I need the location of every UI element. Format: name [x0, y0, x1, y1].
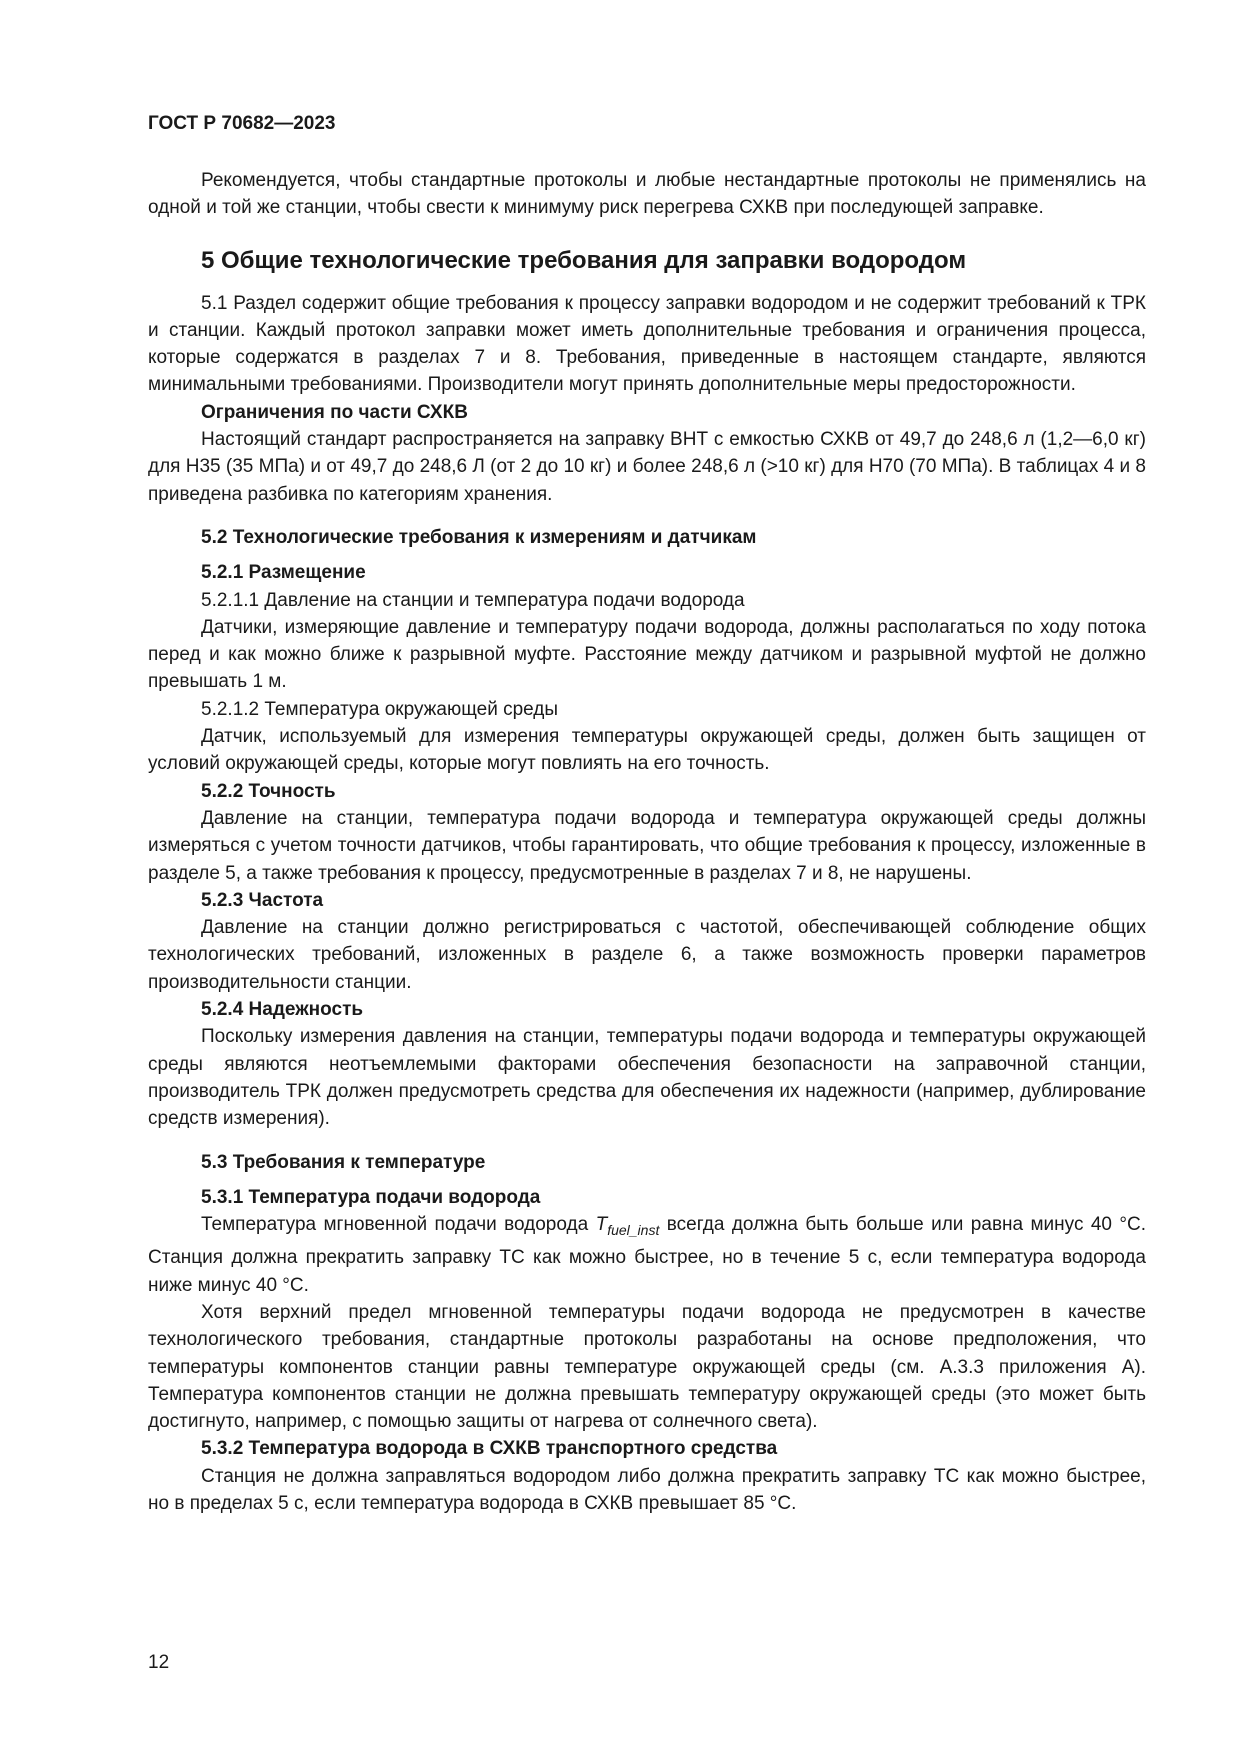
section-5-3-title: 5.3 Требования к температуре	[201, 1151, 486, 1173]
section-5-3-1-title: 5.3.1 Температура подачи водорода	[201, 1186, 541, 1208]
temperature-symbol: T	[595, 1214, 608, 1236]
document-body	[148, 167, 1146, 1517]
section-5-3-1-text	[148, 1211, 1146, 1299]
document-header: ГОСТ Р 70682—2023	[148, 113, 336, 134]
paragraph-5-1: 5.1 Раздел содержит общие требования к процессу заправки водородом и не содержит требований к ТРК и станции. Каждый протокол заправки может иметь дополнительные требования и ограничения процесса, которые содержатся в разделах 7 и 8. Требования, приведенные в настоящем стандарте, являются минимальными требованиями. Производители могут принять дополнительные меры предосторожности.	[148, 292, 1146, 396]
section-5-2-1-1-title: 5.2.1.1 Давление на станции и температура подачи водорода	[201, 589, 745, 611]
section-5-2-4-text: Поскольку измерения давления на станции, температуры подачи водорода и температуры окружающей среды являются неотъемлемыми факторами обеспечения безопасности на заправочной станции, производитель ТРК должен предусмотреть средства для обеспечения их надежности (например, дублирование средств измерения).	[148, 1026, 1146, 1130]
section-5-2-2-title: 5.2.2 Точность	[201, 780, 336, 802]
limits-paragraph: Настоящий стандарт распространяется на заправку ВНТ с емкостью СХКВ от 49,7 до 248,6 л (1,2—6,0 кг) для Н35 (35 МПа) и от 49,7 до 248,6 Л (от 2 до 10 кг) и более 248,6 л (>10 кг) для Н70 (70 МПа). В таблицах 4 и 8 приведена разбивка по категориям хранения.	[148, 429, 1146, 505]
section-5-2-1-2-title: 5.2.1.2 Температура окружающей среды	[201, 698, 559, 720]
section-5-2-2-text: Давление на станции, температура подачи водорода и температура окружающей среды должны измеряться с учетом точности датчиков, чтобы гарантировать, что общие требования к процессу, изложенные в разделе 5, а также требования к процессу, предусмотренные в разделах 7 и 8, не нарушены.	[148, 807, 1146, 884]
section-5-2-1-2-text: Датчик, используемый для измерения температуры окружающей среды, должен быть защищен от условий окружающей среды, которые могут повлиять на его точность.	[148, 726, 1146, 775]
section-5-2-title: 5.2 Технологические требования к измерениям и датчикам	[201, 526, 757, 548]
intro-paragraph: Рекомендуется, чтобы стандартные протоколы и любые нестандартные протоколы не применялись на одной и той же станции, чтобы свести к минимуму риск перегрева СХКВ при последующей заправке.	[148, 170, 1146, 219]
text-fragment: Температура мгновенной подачи водорода	[201, 1214, 596, 1236]
section-5-3-2-title: 5.3.2 Температура водорода в СХКВ транспортного средства	[201, 1438, 778, 1460]
section-5-3-2-text: Станция не должна заправляться водородом либо должна прекратить заправку ТС как можно быстрее, но в пределах 5 с, если температура водорода в СХКВ превышает 85 °С.	[148, 1465, 1146, 1515]
section-5-2-3-title: 5.2.3 Частота	[201, 889, 324, 911]
temperature-subscript: fuel_inst	[607, 1222, 660, 1239]
section-5-2-1-title: 5.2.1 Размещение	[201, 562, 366, 584]
section-5-title: 5 Общие технологические требования для заправки водородом	[201, 246, 967, 274]
section-5-2-3-text: Давление на станции должно регистрироваться с частотой, обеспечивающей соблюдение общих технологических требований, изложенных в разделе 6, а также возможность проверки параметров производительности станции.	[148, 917, 1146, 993]
section-5-2-1-1-text: Датчики, измеряющие давление и температуру подачи водорода, должны располагаться по ходу потока перед и как можно ближе к разрывной муфте. Расстояние между датчиком и разрывной муфтой не должно превышать 1 м.	[148, 616, 1146, 693]
limits-heading: Ограничения по части СХКВ	[201, 401, 468, 423]
page-number: 12	[148, 1652, 170, 1673]
section-5-2-4-title: 5.2.4 Надежность	[201, 999, 364, 1021]
section-5-3-1-text-2: Хотя верхний предел мгновенной температуры подачи водорода не предусмотрен в качестве технологического требования, стандартные протоколы разработаны на основе предположения, что температуры компонентов станции равны температуре окружающей среды (см. А.3.3 приложения А). Температура компонентов станции не должна превышать температуру окружающей среды (это может быть достигнуто, например, с помощью защиты от нагрева от солнечного света).	[148, 1301, 1146, 1433]
text-fragment: всегда должна быть больше или равна минус 40 °С. Станция должна прекратить заправку ТС как можно быстрее, но в течение 5 с, если температура водорода ниже минус 40 °С.	[148, 1214, 1146, 1296]
